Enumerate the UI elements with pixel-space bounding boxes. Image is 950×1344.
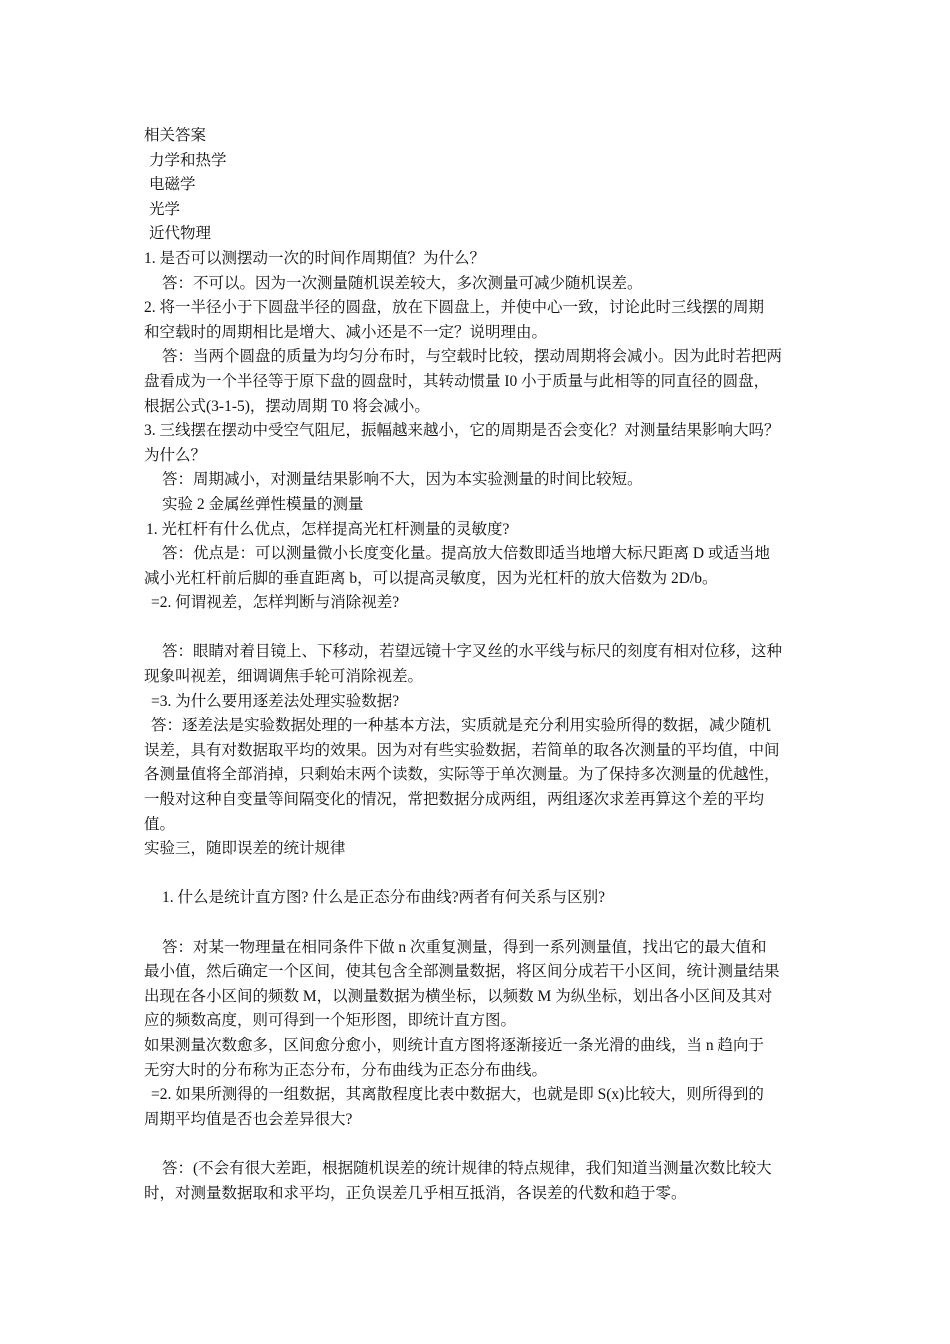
answer-line: 一般对这种自变量等间隔变化的情况，常把数据分成两组，两组逐次求差再算这个差的平均 — [144, 791, 765, 809]
question-line: 周期平均值是否也会差异很大? — [144, 1110, 353, 1128]
doc-heading: 相关答案 — [144, 127, 207, 144]
answer-line: 答：(不会有很大差距，根据随机误差的统计规律的特点规律，我们知道当测量次数比较大 — [162, 1159, 772, 1177]
answer-line: 根据公式(3-1-5)，摆动周期 T0 将会减小。 — [144, 397, 430, 415]
answer-line: 时，对测量数据取和求平均，正负误差几乎相互抵消，各误差的代数和趋于零。 — [144, 1184, 687, 1202]
answer-line: 无穷大时的分布称为正态分布，分布曲线为正态分布曲线。 — [144, 1061, 548, 1079]
answer-line: 现象叫视差，细调调焦手轮可消除视差。 — [144, 668, 424, 686]
question-line: 1. 光杠杆有什么优点，怎样提高光杠杆测量的灵敏度? — [146, 520, 510, 538]
answer-line: 盘看成为一个半径等于原下盘的圆盘时，其转动惯量 I0 小于质量与此相等的同直径的圆盘， — [144, 372, 770, 390]
question-line: 1. 什么是统计直方图? 什么是正态分布曲线?两者有何关系与区别? — [162, 889, 606, 907]
toc-link-optics[interactable]: 光学 — [149, 200, 181, 218]
answer-line: 最小值，然后确定一个区间，使其包含全部测量数据，将区间分成若干小区间，统计测量结果 — [144, 963, 780, 981]
question-line: =3. 为什么要用逐差法处理实验数据? — [151, 692, 400, 710]
question-line: 为什么？ — [144, 446, 207, 464]
question-line: 1. 是否可以测摆动一次的时间作周期值？为什么？ — [144, 249, 486, 267]
question-line: 和空载时的周期相比是增大、减小还是不一定？说明理由。 — [144, 323, 548, 341]
document-body — [144, 124, 816, 1206]
answer-line: 答：逐差法是实验数据处理的一种基本方法，实质就是充分利用实验所得的数据，减少随机 — [151, 717, 772, 735]
question-line: 3. 三线摆在摆动中受空气阻尼，振幅越来越小，它的周期是否会变化？对测量结果影响大吗？ — [144, 422, 780, 440]
answer-line: 如果测量次数愈多，区间愈分愈小，则统计直方图将逐渐接近一条光滑的曲线，当 n 趋向于 — [144, 1036, 765, 1054]
question-line: =2. 如果所测得的一组数据，其离散程度比表中数据大，也就是即 S(x)比较大，则所得到的 — [151, 1086, 764, 1104]
blank-line — [144, 862, 816, 887]
question-line: =2. 何谓视差，怎样判断与消除视差? — [151, 594, 400, 612]
answer-line: 答：对某一物理量在相同条件下做 n 次重复测量，得到一系列测量值，找出它的最大值和 — [162, 938, 767, 956]
answer-line: 出现在各小区间的频数 M，以测量数据为横坐标，以频数 M 为纵坐标，划出各小区间及其对 — [144, 987, 773, 1005]
blank-line — [144, 911, 816, 936]
blank-line — [144, 1132, 816, 1157]
answer-line: 答：不可以。因为一次测量随机误差较大，多次测量可减少随机误差。 — [162, 274, 643, 292]
answer-line: 应的频数高度，则可得到一个矩形图，即统计直方图。 — [144, 1012, 517, 1030]
section-heading: 实验 2 金属丝弹性模量的测量 — [162, 495, 364, 513]
answer-line: 各测量值将全部消掉，只剩始末两个读数，实际等于单次测量。为了保持多次测量的优越性， — [144, 766, 780, 784]
answer-line: 误差，具有对数据取平均的效果。因为对有些实验数据，若简单的取各次测量的平均值，中间 — [144, 741, 780, 759]
toc-link-mechanics-thermal[interactable]: 力学和热学 — [149, 151, 227, 169]
section-heading: 实验三，随即误差的统计规律 — [144, 840, 346, 858]
answer-line: 值。 — [144, 815, 176, 833]
toc-link-modern-physics[interactable]: 近代物理 — [149, 225, 212, 243]
answer-line: 减小光杠杆前后脚的垂直距离 b，可以提高灵敏度，因为光杠杆的放大倍数为 2D/b。 — [144, 569, 718, 587]
blank-line — [144, 616, 816, 641]
toc-link-electromagnetism[interactable]: 电磁学 — [149, 176, 196, 194]
answer-line: 答：周期减小，对测量结果影响不大，因为本实验测量的时间比较短。 — [162, 471, 643, 489]
answer-line: 答：当两个圆盘的质量为均匀分布时，与空载时比较，摆动周期将会减小。因为此时若把两 — [162, 348, 783, 366]
answer-line: 答：优点是：可以测量微小长度变化量。提高放大倍数即适当地增大标尺距离 D 或适当地 — [162, 545, 770, 563]
question-line: 2. 将一半径小于下圆盘半径的圆盘，放在下圆盘上，并使中心一致，讨论此时三线摆的周期 — [144, 299, 765, 317]
answer-line: 答：眼睛对着目镜上、下移动，若望远镜十字叉丝的水平线与标尺的刻度有相对位移，这种 — [162, 643, 783, 661]
